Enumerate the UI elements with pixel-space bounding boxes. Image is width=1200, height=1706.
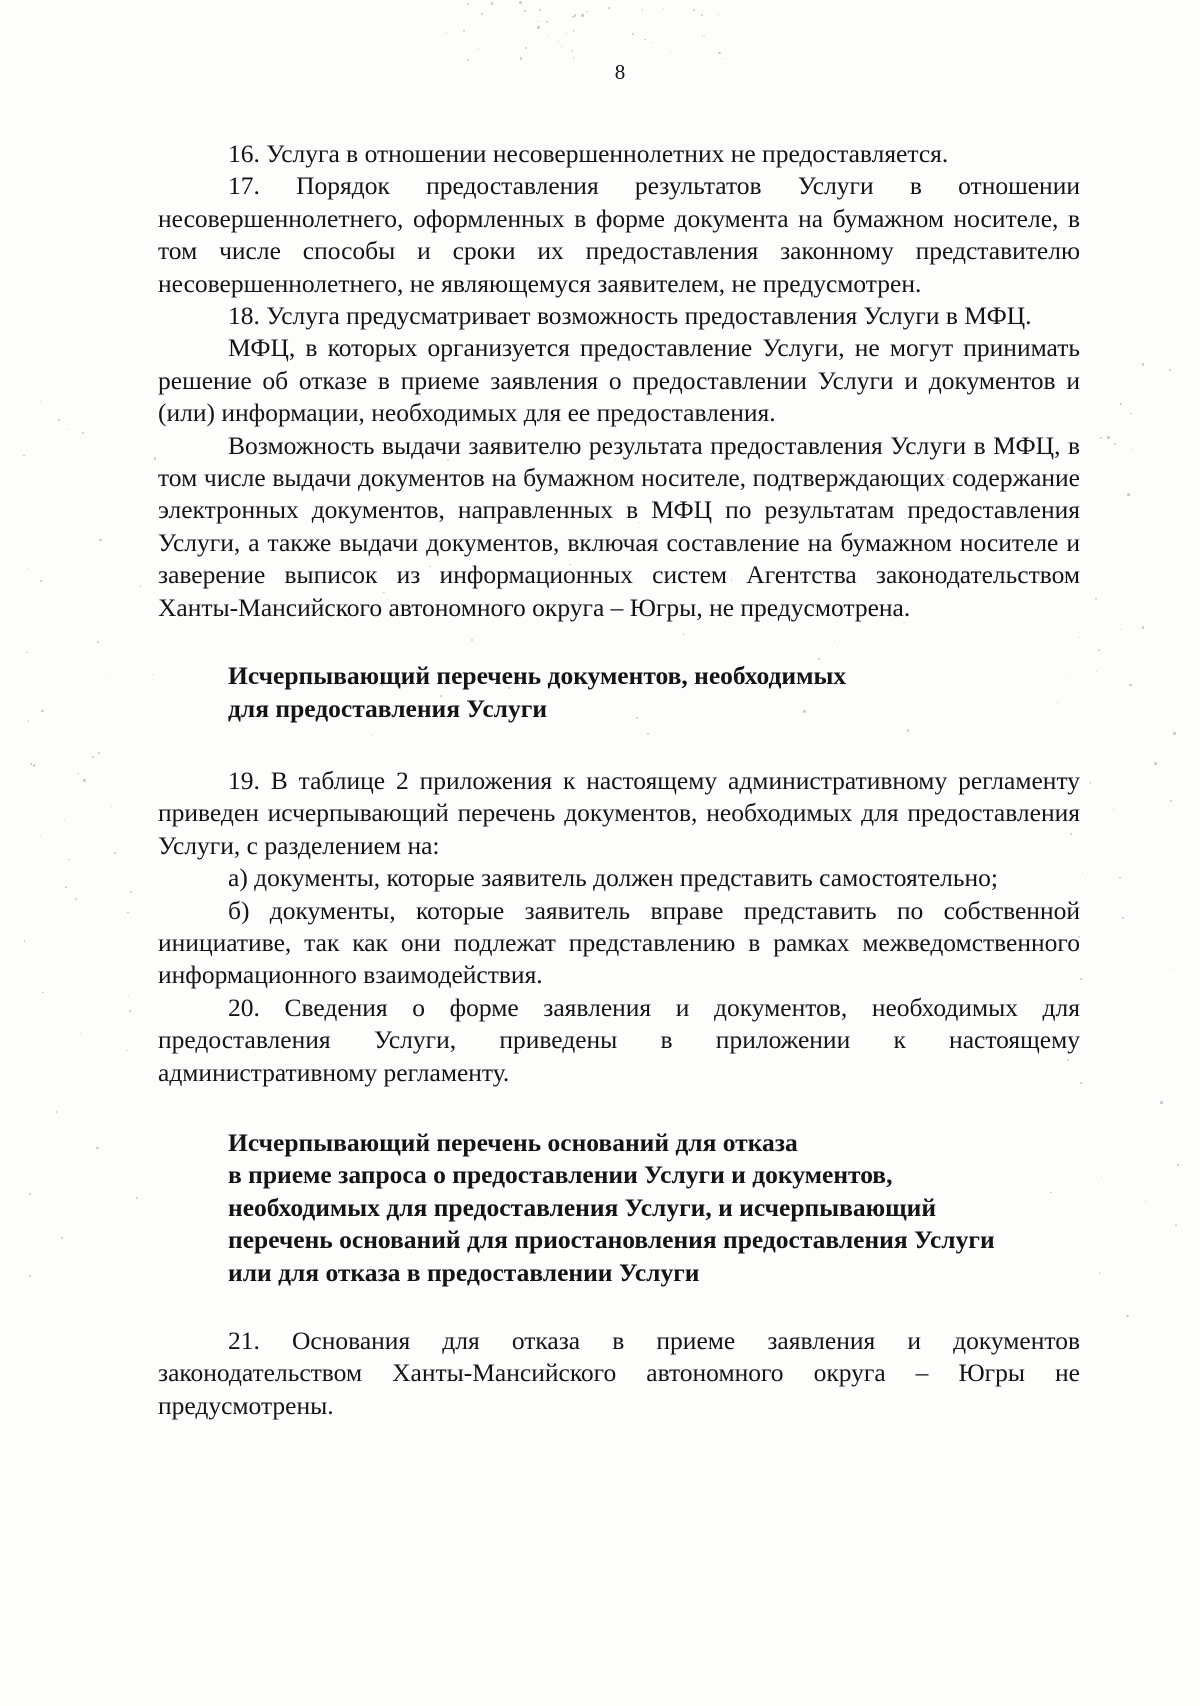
scan-speck <box>1119 877 1121 879</box>
scan-speck <box>1177 1164 1179 1166</box>
scan-speck <box>491 2 493 4</box>
scan-speck <box>114 852 116 854</box>
scan-speck <box>805 510 807 512</box>
scan-speck <box>718 14 719 15</box>
heading-line: для предоставления Услуги <box>228 693 548 723</box>
scan-speck <box>467 59 469 61</box>
scan-speck <box>83 779 85 781</box>
scan-speck <box>1127 493 1130 496</box>
scan-speck <box>42 992 44 994</box>
scan-speck <box>1126 1315 1128 1317</box>
scan-speck <box>152 674 153 675</box>
scan-speck <box>28 568 29 569</box>
scan-speck <box>1101 1176 1102 1177</box>
scan-speck <box>803 710 805 712</box>
scan-speck <box>519 1 521 3</box>
paragraph-mfc-issuance: Возможность выдачи заявителю результата предоставления Услуги в МФЦ, в том числе выдачи документов на бумажном носителе, подтверждающих содержание электронных документов, направленных в МФЦ по результатам предоставления Услуги, а также выдачи документов, включая составление на бумажном носителе и заверение выписок из информационных систем Агентства законодательством Ханты-Мансийского автономного округа – Югры, не предусмотрена. <box>158 430 1080 622</box>
scan-speck <box>1160 1101 1163 1104</box>
scan-speck <box>97 641 99 643</box>
scan-speck <box>546 21 548 23</box>
scan-speck <box>56 1111 57 1112</box>
scan-speck <box>636 717 638 719</box>
scan-speck <box>1082 872 1083 873</box>
scan-speck <box>41 710 43 712</box>
scan-speck <box>731 579 732 580</box>
scan-speck <box>29 1193 31 1195</box>
scan-speck <box>1170 969 1171 970</box>
paragraph-16: 16. Услуга в отношении несовершеннолетних не предоставляется. <box>228 139 949 168</box>
heading-line: или для отказа в предоставлении Услуги <box>228 1257 700 1287</box>
scan-speck <box>1050 1192 1051 1193</box>
scan-speck <box>663 8 664 9</box>
paragraph-19-a: а) документы, которые заявитель должен представить самостоятельно; <box>228 863 999 893</box>
scan-speck <box>33 764 35 766</box>
scan-speck <box>907 729 910 732</box>
heading-line: Исчерпывающий перечень оснований для отказа <box>228 1127 798 1157</box>
scan-speck <box>1107 436 1109 438</box>
scan-speck <box>478 48 480 50</box>
scan-speck <box>68 859 69 860</box>
scan-speck <box>40 836 41 837</box>
paragraph-21: 21. Основания для отказа в приеме заявления и документов законодательством Ханты-Мансийского автономного округа – Югры не предусмотрены. <box>158 1326 1080 1420</box>
scan-speck <box>608 7 610 9</box>
scan-speck <box>463 30 465 32</box>
scan-speck <box>80 1033 82 1035</box>
scan-speck <box>75 898 77 900</box>
scan-speck <box>693 9 695 11</box>
paragraph-20: 20. Сведения о форме заявления и документов, необходимых для предоставления Услуги, приведены в приложении к настоящему административному регламенту. <box>158 992 1080 1087</box>
scan-speck <box>1080 978 1082 980</box>
scan-speck <box>704 35 705 36</box>
scan-speck <box>26 652 28 654</box>
paragraph-19-b: б) документы, которые заявитель вправе представить по собственной инициативе, так как они подлежат представлению в рамках межведомственного информационного взаимодействия. <box>158 895 1080 990</box>
scan-speck <box>539 9 541 11</box>
scan-speck <box>61 1237 63 1239</box>
scan-speck <box>82 432 85 435</box>
paragraph-17: 17. Порядок предоставления результатов Услуги в отношении несовершеннолетнего, оформленных в форме документа на бумажном носителе, в том числе способы и сроки их предоставления законному представителю несовершеннолетнего, не являющемуся заявителем, не предусмотрен. <box>158 171 1080 298</box>
scan-speck <box>644 39 646 41</box>
scan-speck <box>1098 649 1100 651</box>
scan-speck <box>446 32 447 33</box>
section-heading-refusal-grounds <box>158 1127 1080 1289</box>
scan-speck <box>24 940 25 941</box>
scan-speck <box>77 773 78 774</box>
scan-speck <box>1113 809 1114 810</box>
scan-speck <box>98 752 100 754</box>
scan-speck <box>818 658 820 660</box>
scan-speck <box>479 475 480 476</box>
scan-speck <box>1095 598 1097 600</box>
scan-speck <box>572 50 574 52</box>
scan-speck <box>895 579 896 580</box>
document-body <box>158 138 1080 1422</box>
scan-speck <box>525 47 527 49</box>
scan-speck <box>127 912 129 914</box>
scan-speck <box>768 452 770 454</box>
scan-speck <box>1154 762 1157 765</box>
scan-speck <box>581 14 583 16</box>
scan-speck <box>154 457 157 460</box>
scan-speck <box>130 891 132 893</box>
scan-speck <box>1175 1224 1177 1226</box>
heading-line: в приеме запроса о предоставлении Услуги и документов, <box>228 1160 893 1190</box>
scan-speck <box>129 1010 131 1012</box>
scan-speck <box>670 52 671 53</box>
scan-speck <box>1145 1201 1146 1202</box>
scan-speck <box>1120 403 1122 405</box>
scan-speck <box>1080 1082 1082 1084</box>
scan-speck <box>111 806 112 807</box>
scan-speck <box>566 33 567 34</box>
scan-speck <box>96 1147 99 1150</box>
scan-speck <box>1142 363 1144 365</box>
scan-speck <box>548 35 549 36</box>
scan-speck <box>565 615 567 617</box>
section-heading-documents <box>158 660 1080 725</box>
scan-speck <box>28 720 30 722</box>
scan-speck <box>136 1197 138 1199</box>
scan-speck <box>1169 369 1171 371</box>
scan-speck <box>520 57 522 59</box>
scan-speck <box>1100 437 1102 439</box>
scan-speck <box>1079 637 1080 638</box>
paragraph-mfc-decision: МФЦ, в которых организуется предоставление Услуги, не могут принимать решение об отказе в приеме заявления о предоставлении Услуги и документов и (или) информации, необходимых для ее предоставления. <box>158 333 1080 428</box>
heading-line: перечень оснований для приостановления предоставления Услуги <box>228 1225 995 1255</box>
scan-speck <box>40 580 42 582</box>
scan-speck <box>586 11 588 13</box>
scan-speck <box>440 695 442 697</box>
scan-speck <box>574 14 577 17</box>
scan-speck <box>467 3 469 5</box>
scan-speck <box>481 13 483 15</box>
scan-speck <box>109 675 110 676</box>
scan-speck <box>92 756 94 758</box>
scan-speck <box>561 46 563 48</box>
scan-speck <box>558 41 559 42</box>
scan-speck <box>29 1275 31 1277</box>
scan-speck <box>1090 782 1091 783</box>
scan-speck <box>1099 1272 1100 1273</box>
scan-speck <box>642 9 643 10</box>
scan-speck <box>64 820 65 821</box>
scan-speck <box>1170 800 1172 802</box>
scan-speck <box>128 996 129 997</box>
scan-speck <box>140 585 141 586</box>
scan-speck <box>1122 917 1124 919</box>
scan-speck <box>573 30 574 31</box>
scan-speck <box>718 52 721 55</box>
scan-speck <box>701 14 703 16</box>
scan-speck <box>65 886 67 888</box>
scan-speck <box>67 429 68 430</box>
scan-speck <box>1114 443 1116 445</box>
scan-speck <box>99 539 102 542</box>
scan-speck <box>1096 671 1097 672</box>
scan-speck <box>40 401 41 402</box>
scan-speck <box>524 10 526 12</box>
heading-line: необходимых для предоставления Услуги, и исчерпывающий <box>228 1192 937 1222</box>
scan-speck <box>1120 629 1121 630</box>
paragraph-18: 18. Услуга предусматривает возможность предоставления Услуги в МФЦ. <box>228 301 1032 331</box>
scan-speck <box>537 21 538 22</box>
scan-speck <box>647 733 649 735</box>
scan-speck <box>572 16 574 18</box>
scan-speck <box>573 57 574 58</box>
scan-speck <box>1067 1059 1069 1061</box>
scan-speck <box>639 522 640 523</box>
heading-line: Исчерпывающий перечень документов, необходимых <box>228 661 847 691</box>
scan-speck <box>126 1050 128 1052</box>
scan-speck <box>1130 413 1131 414</box>
scan-speck <box>23 455 25 457</box>
scan-speck <box>387 599 388 600</box>
scan-speck <box>632 33 634 35</box>
scan-speck <box>508 687 510 689</box>
scan-speck <box>1129 684 1132 687</box>
scan-speck <box>1070 833 1072 835</box>
page-number: 8 <box>614 60 626 84</box>
scan-speck <box>947 478 949 480</box>
scan-speck <box>1142 626 1144 628</box>
scan-speck <box>1173 732 1175 734</box>
scan-speck <box>537 26 540 29</box>
scan-speck <box>58 419 60 421</box>
scan-speck <box>652 42 653 43</box>
scan-speck <box>971 482 973 484</box>
paragraph-19: 19. В таблице 2 приложения к настоящему административному регламенту приведен исчерпывающий перечень документов, необходимых для предоставления Услуги, с разделением на: <box>158 765 1080 860</box>
scan-speck <box>1131 449 1132 450</box>
scan-speck <box>455 481 456 482</box>
